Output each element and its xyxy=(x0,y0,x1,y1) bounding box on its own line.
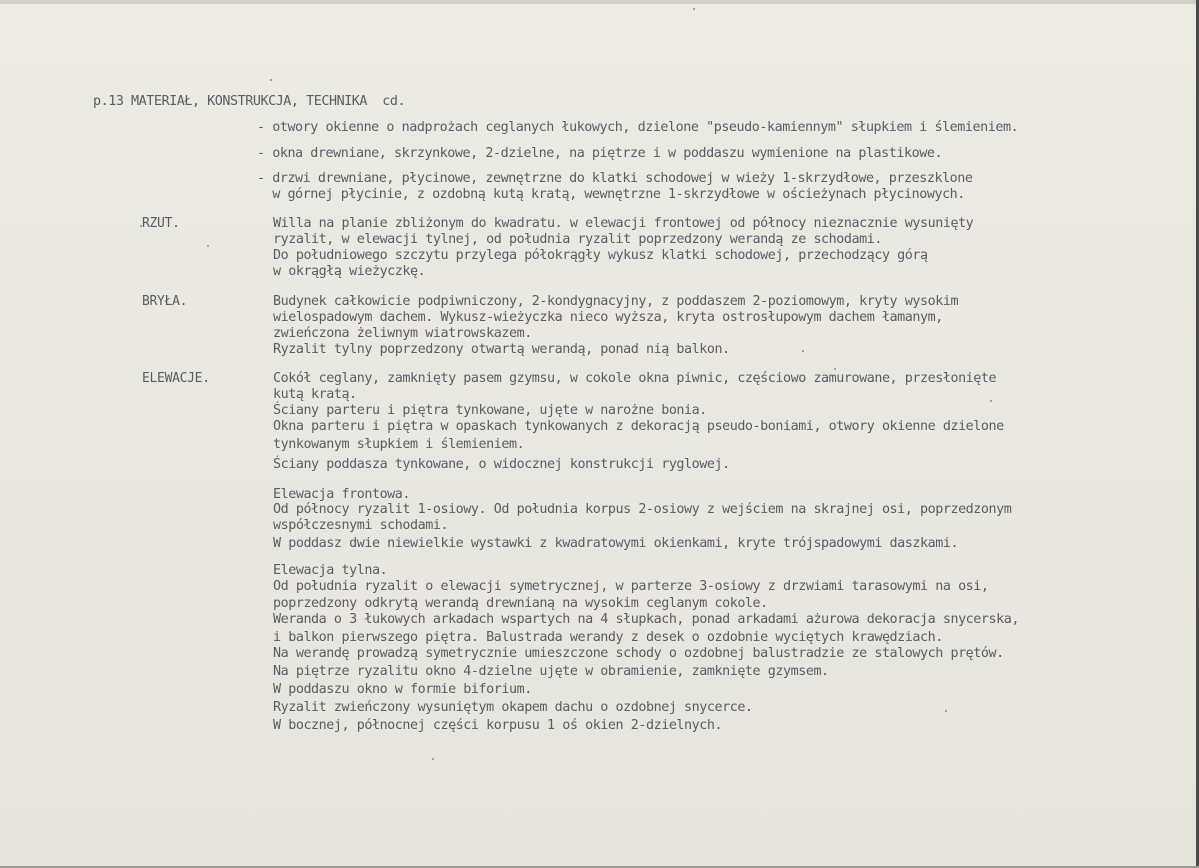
bryla-line-1: Budynek całkowicie podpiwniczony, 2-kondygnacyjny, z poddaszem 2-poziomowym, kryty wysokim xyxy=(273,294,959,309)
section-heading: p.13 MATERIAŁ, KONSTRUKCJA, TECHNIKA cd. xyxy=(93,94,406,109)
tylna-heading: Elewacja tylna. xyxy=(273,563,388,578)
elewacje-label: ELEWACJE. xyxy=(142,371,210,386)
scan-speck xyxy=(140,225,142,227)
bryla-line-4: Ryzalit tylny poprzedzony otwartą werandą, ponad nią balkon. xyxy=(273,342,730,357)
tylna-line-1: Od południa ryzalit o elewacji symetrycznej, w parterze 3-osiowy z drzwiami tarasowymi na osi, xyxy=(273,579,989,594)
bryla-label: BRYŁA. xyxy=(142,294,188,309)
frontowa-line-1: Od północy ryzalit 1-osiowy. Od południa korpus 2-osiowy z wejściem na skrajnej osi, poprzedzonym xyxy=(273,502,1012,517)
elewacje-line-5: tynkowanym słupkiem i ślemieniem. xyxy=(273,437,525,452)
tylna-line-7: W poddaszu okno w formie biforium. xyxy=(273,682,532,697)
rzut-line-2: ryzalit, w elewacji tylnej, od południa ryzalit poprzedzony werandą ze schodami. xyxy=(273,232,882,247)
scan-speck xyxy=(207,245,209,247)
elewacje-line-1: Cokół ceglany, zamknięty pasem gzymsu, w cokole okna piwnic, częściowo zamurowane, przesłonięte xyxy=(273,371,997,386)
scan-speck xyxy=(945,710,947,712)
elewacje-line-3: Ściany parteru i piętra tynkowane, ujęte w narożne bonia. xyxy=(273,403,707,418)
tylna-line-9: W bocznej, północnej części korpusu 1 oś okien 2-dzielnych. xyxy=(273,718,723,733)
elewacje-line-6: Ściany poddasza tynkowane, o widocznej konstrukcji ryglowej. xyxy=(273,457,730,472)
rzut-line-1: Willa na planie zbliżonym do kwadratu. w elewacji frontowej od północy nieznacznie wysunięty xyxy=(273,216,974,231)
frontowa-line-3: W poddasz dwie niewielkie wystawki z kwadratowymi okienkami, kryte trójspadowymi daszkami. xyxy=(273,536,959,551)
material-bullet-3-line-2: w górnej płycinie, z ozdobną kutą kratą, wewnętrzne 1-skrzydłowe w ościeżynach płycinowych. xyxy=(257,187,965,202)
rzut-line-4: w okrągłą wieżyczkę. xyxy=(273,264,426,279)
bryla-line-2: wielospadowym dachem. Wykusz-wieżyczka nieco wyższa, kryta ostrosłupowym dachem łamanym, xyxy=(273,310,943,325)
scan-speck xyxy=(432,758,434,760)
scan-speck xyxy=(834,368,836,370)
rzut-label: RZUT. xyxy=(142,216,180,231)
tylna-line-4: i balkon pierwszego piętra. Balustrada werandy z desek o ozdobnie wyciętych krawędziach. xyxy=(273,630,943,645)
material-bullet-2: - okna drewniane, skrzynkowe, 2-dzielne, na piętrze i w poddaszu wymienione na plastikowe. xyxy=(257,146,943,161)
scan-edge-top xyxy=(0,0,1199,4)
tylna-line-6: Na piętrze ryzalitu okno 4-dzielne ujęte w obramienie, zamknięte gzymsem. xyxy=(273,664,829,679)
rzut-line-3: Do południowego szczytu przylega półokrągły wykusz klatki schodowej, przechodzący górą xyxy=(273,248,928,263)
bryla-line-3: zwieńczona żeliwnym wiatrowskazem. xyxy=(273,326,532,341)
tylna-line-2: poprzedzony odkrytą werandą drewnianą na wysokim ceglanym cokole. xyxy=(273,596,768,611)
scan-speck xyxy=(802,350,804,352)
scan-speck xyxy=(270,79,272,81)
tylna-line-5: Na werandę prowadzą symetrycznie umieszczone schody o ozdobnej balustradzie ze stalowych prętów. xyxy=(273,646,1004,661)
elewacje-line-4: Okna parteru i piętra w opaskach tynkowanych z dekoracją pseudo-boniami, otwory okienne dzielone xyxy=(273,419,1004,434)
scan-speck xyxy=(990,400,992,402)
scan-speck xyxy=(693,8,695,10)
material-bullet-3-line-1: - drzwi drewniane, płycinowe, zewnętrzne do klatki schodowej w wieży 1-skrzydłowe, przeszklone xyxy=(257,171,973,186)
tylna-line-8: Ryzalit zwieńczony wysuniętym okapem dachu o ozdobnej snycerce. xyxy=(273,700,753,715)
elewacje-line-2: kutą kratą. xyxy=(273,387,357,402)
frontowa-heading: Elewacja frontowa. xyxy=(273,487,411,502)
material-bullet-1: - otwory okienne o nadprożach ceglanych łukowych, dzielone "pseudo-kamiennym" słupkiem i ślemieniem. xyxy=(257,120,1019,135)
tylna-line-3: Weranda o 3 łukowych arkadach wspartych na 4 słupkach, ponad arkadami ażurowa dekoracja snycerska, xyxy=(273,612,1019,627)
frontowa-line-2: współczesnymi schodami. xyxy=(273,518,449,533)
